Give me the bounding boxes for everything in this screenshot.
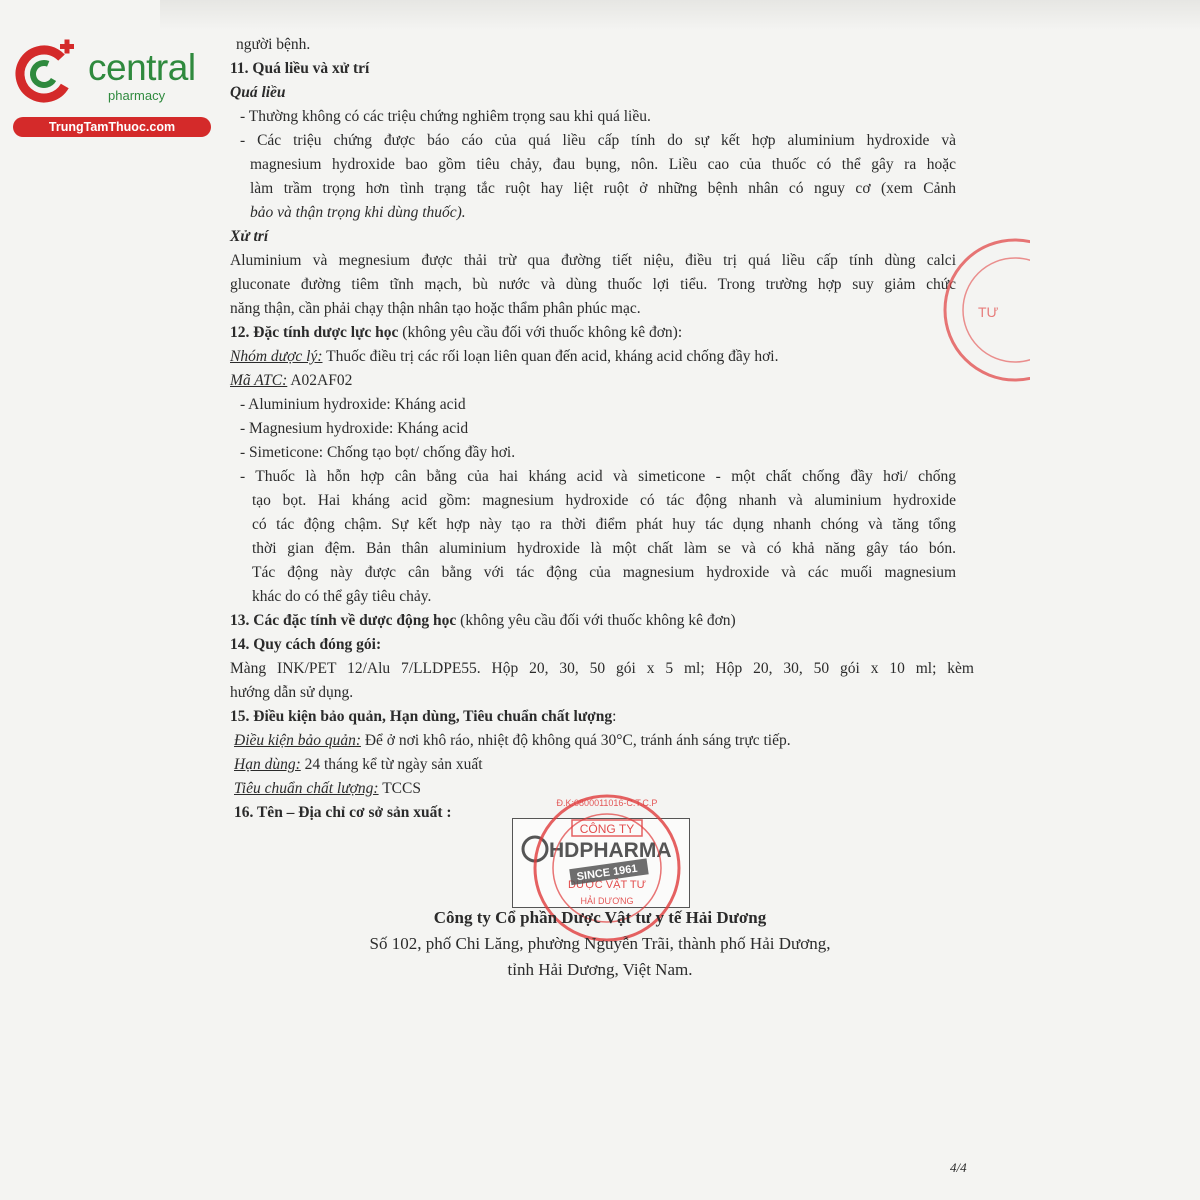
text-line: gluconate đường tiêm tĩnh mạch, bù nước và dùng thuốc lợi tiểu. Trong trường hợp suy giảm chức <box>230 276 956 293</box>
field-line <box>234 731 791 751</box>
text-line: - Thuốc là hỗn hợp cân bằng của hai kháng acid và simeticone - một chất chống đầy hơi/ chống <box>240 468 956 485</box>
heading-note: (không yêu cầu đối với thuốc không kê đơn): <box>402 324 683 341</box>
field-value: A02AF02 <box>290 372 353 389</box>
stamp-mid: DƯỢC VẬT TƯ <box>568 879 646 891</box>
heading-note: (không yêu cầu đối với thuốc không kê đơn) <box>460 612 736 629</box>
section-heading-line <box>230 323 682 343</box>
section-heading: 13. Các đặc tính về dược động học <box>230 612 457 629</box>
text-line: bảo và thận trọng khi dùng thuốc). <box>250 204 466 221</box>
field-value: Thuốc điều trị các rối loạn liên quan đến acid, kháng acid chống đầy hơi. <box>326 348 779 365</box>
section-heading: 15. Điều kiện bảo quản, Hạn dùng, Tiêu chuẩn chất lượng <box>230 708 613 725</box>
text-line: làm trầm trọng hơn tình trạng tắc ruột hay liệt ruột ở những bệnh nhân có nguy cơ (xem Cảnh <box>250 180 956 197</box>
text-line: - Simeticone: Chống tạo bọt/ chống đầy hơi. <box>240 444 516 461</box>
text-line: Aluminium và megnesium được thải trừ qua đường tiết niệu, điều trị quá liều cấp tính dùng calci <box>230 252 956 269</box>
subheading: Quá liều <box>230 84 286 101</box>
red-seal-stamp-icon <box>940 235 1030 385</box>
text-line: hướng dẫn sử dụng. <box>230 684 354 701</box>
text-line: năng thận, cần phải chạy thận nhân tạo hoặc thẩm phân phúc mạc. <box>230 300 641 317</box>
text-line: - Thường không có các triệu chứng nghiêm trọng sau khi quá liều. <box>240 108 651 125</box>
field-value: 24 tháng kể từ ngày sản xuất <box>304 756 483 773</box>
field-value: Để ở nơi khô ráo, nhiệt độ không quá 30°C, tránh ánh sáng trực tiếp. <box>364 732 791 749</box>
stamp-bottom: HẢI DƯƠNG <box>580 896 634 906</box>
section-heading: 12. Đặc tính dược lực học <box>230 324 399 341</box>
field-label: Mã ATC: <box>230 372 288 389</box>
scan-shadow <box>160 0 1200 30</box>
text-line: - Aluminium hydroxide: Kháng acid <box>240 396 466 413</box>
logo-brand: central <box>88 47 196 88</box>
heading-colon: : <box>612 708 617 725</box>
logo-mark-icon <box>10 38 82 110</box>
text-line: - Các triệu chứng được báo cáo của quá liều cấp tính do sự kết hợp aluminium hydroxide và <box>240 132 956 149</box>
subheading: Xử trí <box>230 228 269 245</box>
logo-sub: pharmacy <box>108 88 166 103</box>
field-label: Tiêu chuẩn chất lượng: <box>234 780 379 797</box>
text-line: magnesium hydroxide bao gồm tiêu chảy, đau bụng, nôn. Liều cao của thuốc có thể gây ra hoặc <box>250 156 956 173</box>
field-line <box>230 347 779 367</box>
stamp-since: SINCE 1961 <box>576 862 639 884</box>
stamp-top: CÔNG TY <box>579 822 635 836</box>
text-line: người bệnh. <box>236 36 311 53</box>
text-line: - Magnesium hydroxide: Kháng acid <box>240 420 469 437</box>
company-address: Số 102, phố Chi Lăng, phường Nguyễn Trãi, thành phố Hải Dương, <box>369 934 831 953</box>
text-line: khác do có thể gây tiêu chảy. <box>252 588 432 605</box>
text-line: Tác động này được cân bằng với tác động của magnesium hydroxide và các muối magnesium <box>252 564 956 581</box>
text-line: tạo bọt. Hai kháng acid gồm: magnesium hydroxide có tác động nhanh và aluminium hydroxide <box>252 492 956 509</box>
central-pharmacy-logo <box>10 38 210 138</box>
field-line <box>234 755 483 775</box>
text-line: Màng INK/PET 12/Alu 7/LLDPE55. Hộp 20, 30, 50 gói x 5 ml; Hộp 20, 30, 50 gói x 10 ml; kèm <box>230 660 974 677</box>
section-heading: 14. Quy cách đóng gói: <box>230 636 382 653</box>
field-label: Điều kiện bảo quản: <box>234 732 361 749</box>
stamp-ring: Đ.K:0800011016-C.T.C.P <box>556 798 658 808</box>
text-line: có tác động chậm. Sự kết hợp này tạo ra thời điểm phát huy tác dụng nhanh chóng và tăng tổng <box>252 516 956 533</box>
stamp-brand: HDPHARMA <box>549 839 672 862</box>
field-label: Hạn dùng: <box>234 756 301 773</box>
logo-site: TrungTamThuoc.com <box>13 117 211 137</box>
section-heading: 11. Quá liều và xử trí <box>230 60 370 77</box>
field-value: TCCS <box>382 780 421 797</box>
section-heading-line <box>230 611 736 631</box>
field-line <box>230 371 352 391</box>
company-name: Công ty Cổ phần Dược Vật tư y tế Hải Dương <box>433 908 767 927</box>
field-line <box>234 779 421 799</box>
section-heading-line <box>230 707 616 727</box>
section-heading: 16. Tên – Địa chỉ cơ sở sản xuất : <box>234 804 452 821</box>
page-number: 4/4 <box>950 1160 967 1175</box>
company-address-line2: tỉnh Hải Dương, Việt Nam. <box>507 960 693 979</box>
svg-text:TƯ: TƯ <box>978 304 999 320</box>
field-label: Nhóm dược lý: <box>230 348 323 365</box>
text-line: thời gian đệm. Bản thân aluminium hydroxide là một chất làm se và có khả năng gây táo bón. <box>252 540 956 557</box>
